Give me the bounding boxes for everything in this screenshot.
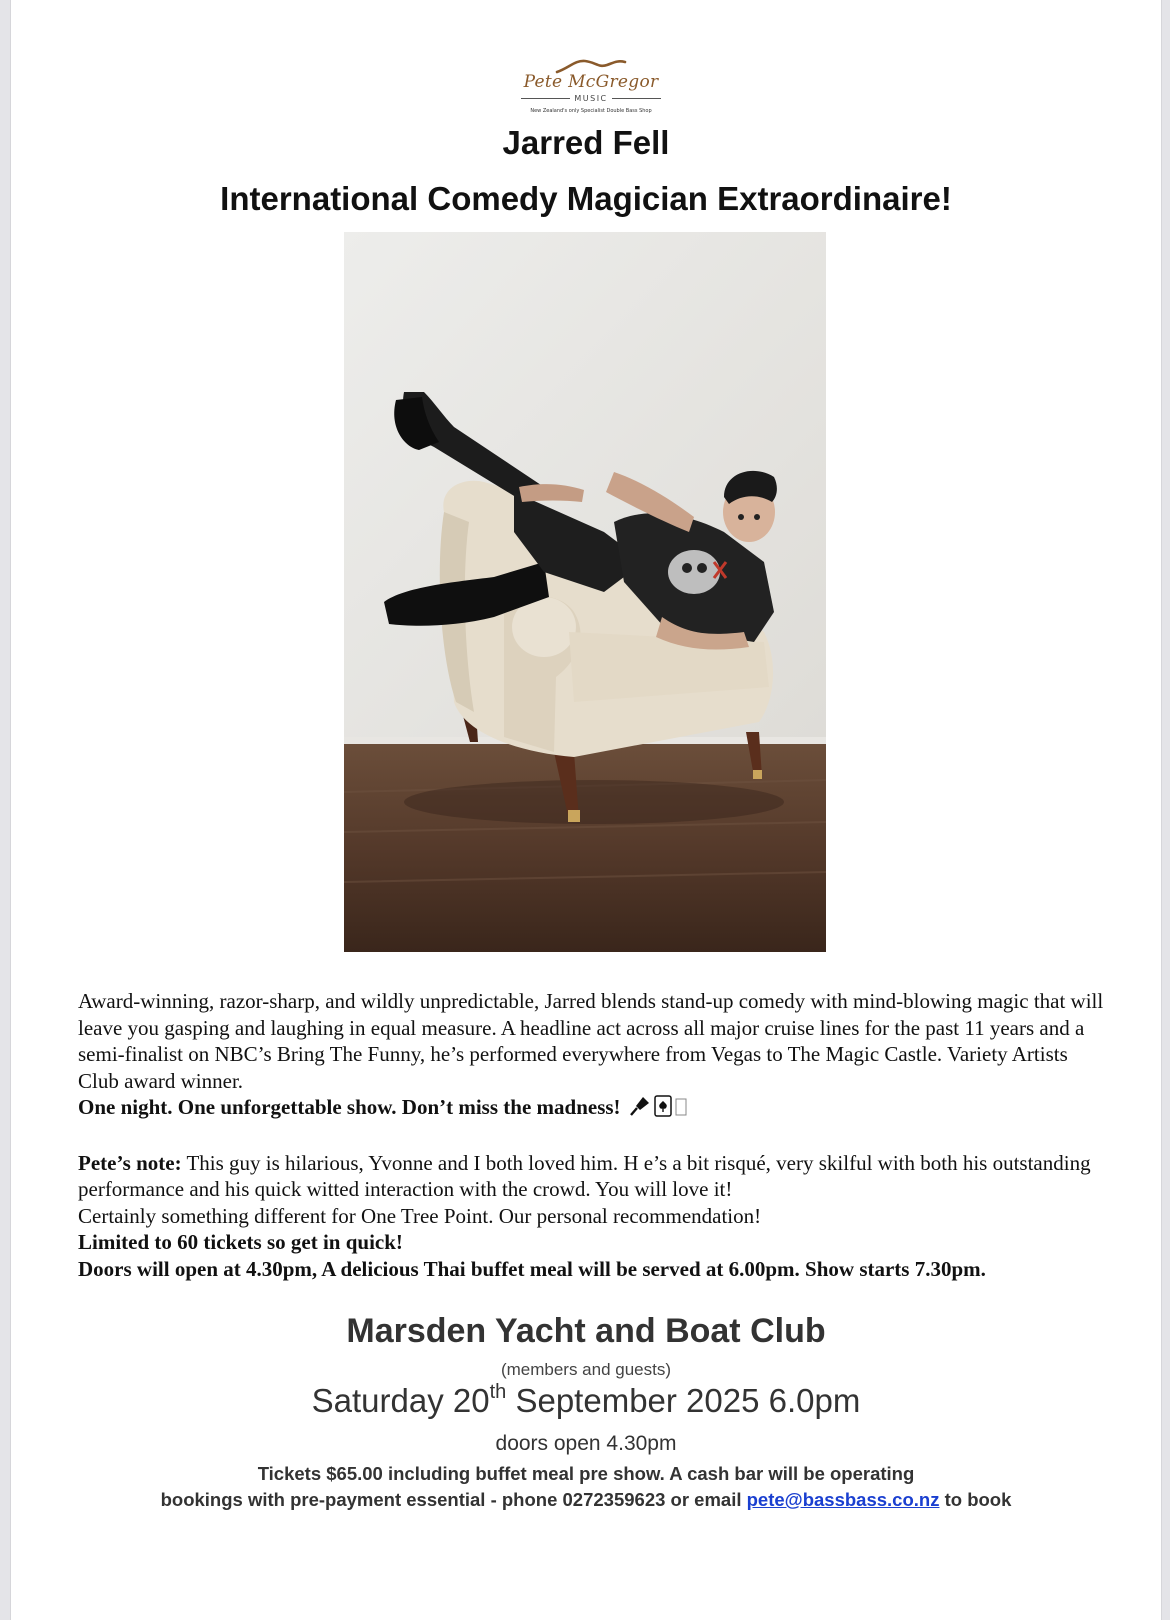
performer-photo <box>344 232 826 952</box>
logo-music-label: MUSIC <box>521 94 661 103</box>
missing-glyph-icon <box>675 1097 687 1124</box>
email-link[interactable]: pete@bassbass.co.nz <box>746 1489 940 1510</box>
playing-card-icon <box>654 1095 672 1124</box>
tagline-line: One night. One unforgettable show. Don’t miss the madness! <box>78 1094 1108 1124</box>
page-subtitle: International Comedy Magician Extraordinaire! <box>220 180 952 217</box>
limited-tickets: Limited to 60 tickets so get in quick! <box>78 1230 403 1254</box>
microphone-icon <box>629 1095 651 1124</box>
schedule-line: Doors will open at 4.30pm, A delicious Thai buffet meal will be served at 6.00pm. Show starts 7.30pm. <box>78 1256 986 1281</box>
page-title: Jarred Fell <box>502 124 670 161</box>
members-note: (members and guests) <box>500 1360 672 1379</box>
ticket-info: Tickets $65.00 including buffet meal pre show. A cash bar will be operating <box>257 1463 915 1484</box>
event-date: Saturday 20th September 2025 6.0pm <box>311 1381 861 1419</box>
logo-name: Pete McGregor <box>523 72 659 92</box>
pete-mcgregor-logo <box>511 56 671 122</box>
doors-open: doors open 4.30pm <box>495 1432 677 1455</box>
booking-info: bookings with pre-payment essential - phone 0272359623 or email pete@bassbass.co.nz to book <box>160 1489 1012 1510</box>
poster-page <box>10 0 1162 1620</box>
description-text <box>78 988 1108 1282</box>
intro-paragraph: Award-winning, razor-sharp, and wildly unpredictable, Jarred blends stand-up comedy with mind-blowing magic that will leave you gasping and laughing in equal measure. A headline act across all major cruise lines for the past 11 years and a semi-finalist on NBC’s Bring The Funny, he’s performed everywhere from Vegas to The Magic Castle. Variety Artists Club award winner. <box>78 989 1104 1093</box>
venue-name: Marsden Yacht and Boat Club <box>346 1312 826 1350</box>
note-line-2: Certainly something different for One Tree Point. Our personal recommendation! <box>78 1203 762 1228</box>
logo-tagline: New Zealand's only Specialist Double Bass Shop <box>530 108 652 114</box>
petes-note: Pete’s note: This guy is hilarious, Yvonne and I both loved him. H e’s a bit risqué, very skilful with both his outstanding performance and his quick witted interaction with the crowd. You will love it! <box>78 1150 1091 1201</box>
